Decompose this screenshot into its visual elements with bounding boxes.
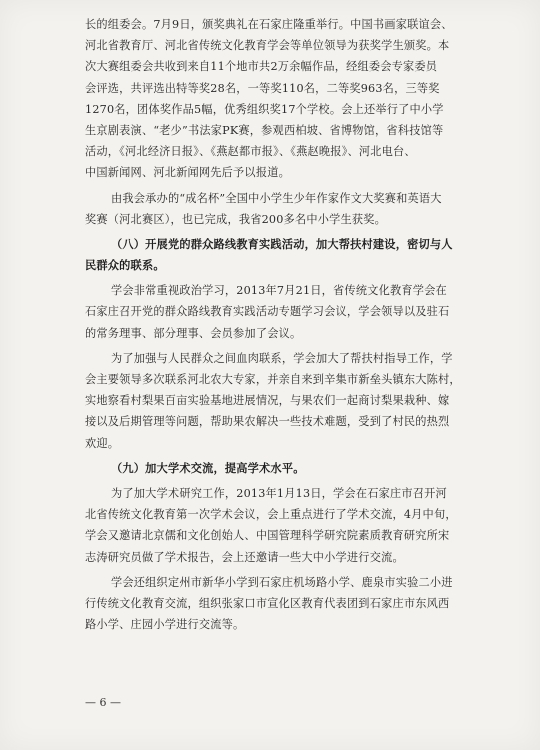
text-line: 志涛研究员做了学术报告，会上还邀请一些大中小学进行交流。	[85, 550, 404, 564]
text-line: 长的组委会。7月9日，颁奖典礼在石家庄隆重举行。中国书画家联谊会、	[85, 18, 453, 31]
text-line: 学会非常重视政治学习，2013年7月21日，省传统文化教育学会在	[111, 284, 447, 298]
text-line: 奖赛（河北赛区），也已完成，我省200多名中小学生获奖。	[85, 212, 387, 226]
text-line: 为了加大学术研究工作，2013年1月13日，学会在石家庄市召开河	[111, 486, 447, 500]
section-heading: （八）开展党的群众路线教育实践活动，加大帮扶村建设，密切与人	[111, 236, 453, 251]
text-line: 学会还组织定州市新华小学到石家庄机场路小学、鹿泉市实验二小进	[111, 575, 453, 589]
text-line: 北省传统文化教育第一次学术会议，会上重点进行了学术交流，4月中旬，	[85, 508, 457, 522]
text-line: 中国新闻网、河北新闻网先后予以报道。	[85, 166, 290, 180]
page-number: — 6 —	[85, 696, 121, 709]
text-line: 河北省教育厅、河北省传统文化教育学会等单位领导为获奖学生颁奖。本	[85, 39, 450, 53]
text-line: 次大赛组委会共收到来自11个地市共2万余幅作品，经组委会专家委员	[85, 60, 438, 74]
section-heading: （九）加大学术交流，提高学术水平。	[111, 460, 305, 475]
text-line: 由我会承办的“成名杯”全国中小学生少年作家作文大奖赛和英语大	[111, 191, 442, 205]
text-line: 实地察看村梨果百亩实验基地进展情况，与果农们一起商讨梨果栽种、嫁	[85, 394, 450, 408]
text-line: 学会又邀请北京儒和文化创始人、中国管理科学研究院素质教育研究所宋	[85, 529, 450, 543]
text-line: 行传统文化教育交流，组织张家口市宣化区教育代表团到石家庄市东风西	[85, 596, 450, 610]
text-line: 的常务理事、部分理事、会员参加了会议。	[85, 326, 302, 340]
text-line: 路小学、庄园小学进行交流等。	[85, 618, 245, 632]
text-line: 欢迎。	[85, 436, 120, 450]
text-line: 活动，《河北经济日报》、《燕赵都市报》、《燕赵晚报》、河北电台、	[85, 145, 416, 159]
text-line: 接以及后期管理等问题，帮助果农解决一些技术难题，受到了村民的热烈	[85, 415, 450, 429]
body-text	[85, 14, 505, 635]
text-line: 生京剧表演、“老少”书法家PK赛，参观西柏坡、省博物馆，省科技馆等	[85, 123, 444, 137]
text-line: 石家庄召开党的群众路线教育实践活动专题学习会议，学会领导以及驻石	[85, 305, 450, 319]
text-line: 1270名，团体奖作品5幅，优秀组织奖17个学校。会上还举行了中小学	[85, 102, 444, 116]
text-line: 为了加强与人民群众之间血肉联系，学会加大了帮扶村指导工作，学	[111, 351, 453, 365]
text-line: 会评选，共评选出特等奖28名，一等奖110名，二等奖963名，三等奖	[85, 81, 440, 95]
section-heading: 民群众的联系。	[85, 258, 165, 273]
text-line: 会主要领导多次联系河北农大专家，并亲自来到辛集市新垒头镇东大陈村，	[85, 373, 461, 386]
